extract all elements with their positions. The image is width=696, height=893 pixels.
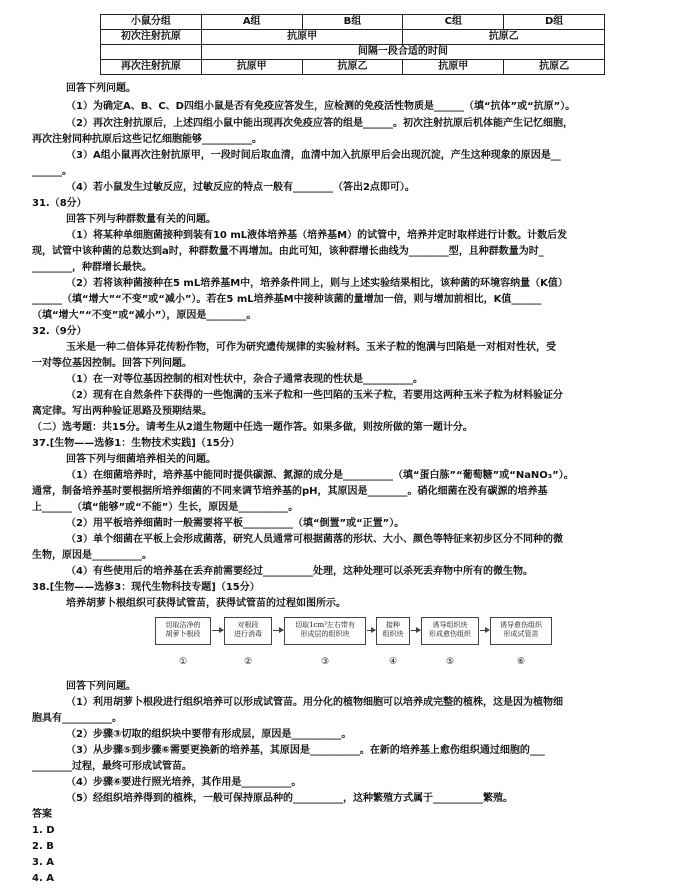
question-heading: 32.（9分） <box>32 326 87 337</box>
table-cell: B组 <box>302 15 403 30</box>
table-cell: 抗原乙 <box>403 30 605 45</box>
table-cell: 抗原乙 <box>504 60 605 75</box>
text-line: （2）步骤③切取的组织块中要带有形成层，原因是__________。 <box>66 729 352 740</box>
text-line: （3）单个细菌在平板上会形成菌落，研究人员通常可根据菌落的形状、大小、颜色等特征来初步区分不同种的微 <box>66 534 563 545</box>
arrow-icon <box>212 630 223 631</box>
text-line: 一对等位基因控制。回答下列问题。 <box>32 358 192 369</box>
table-cell: A组 <box>201 15 302 30</box>
text-line: ________，种群增长最快。 <box>32 262 152 273</box>
text-line: ______（填“增大”“不变”或“减小”）。若在5 mL培养基M中接种该菌的量增加一倍，则与增加前相比，K值______ <box>32 294 542 305</box>
table-row <box>101 30 605 45</box>
text-line: 回答下列问题。 <box>66 681 136 692</box>
answer-item: 4. A <box>32 873 54 884</box>
text-line: （5）经组织培养得到的植株，一般可保持原品种的__________，这种繁殖方式属于__________繁殖。 <box>66 793 513 804</box>
table-cell: 初次注射抗原 <box>101 30 202 45</box>
question-heading: 37.[生物——选修1：生物技术实践]（15分） <box>32 438 240 449</box>
text-line: 玉米是一种二倍体异花传粉作物，可作为研究遗传规律的实验材料。玉米子粒的饱满与凹陷是一对相对性状，受 <box>66 342 556 353</box>
table-cell <box>101 45 202 60</box>
flow-step-box: 切取1cm³左右带有 形成层的组织块 <box>284 617 366 645</box>
text-line: （2）用平板培养细菌时一般需要将平板__________（填“倒置”或“正置”）。 <box>66 518 405 529</box>
text-line: （1）为确定A、B、C、D四组小鼠是否有免疫应答发生，应检测的免疫活性物质是______（填“抗体”或“抗原”）。 <box>66 101 576 112</box>
step-number: ③ <box>321 657 330 667</box>
text-line: 回答下列与种群数量有关的问题。 <box>66 214 216 225</box>
question-heading: 38.[生物——选修3：现代生物科技专题]（15分） <box>32 582 260 593</box>
answers-heading: 答案 <box>32 809 52 820</box>
text-line: （2）再次注射抗原后，上述四组小鼠中能出现再次免疫应答的组是______。初次注射抗原后机体能产生记忆细胞， <box>66 118 573 129</box>
table-cell: 抗原甲 <box>201 30 403 45</box>
text-line: （2）现有在自然条件下获得的一些饱满的玉米子粒和一些凹陷的玉米子粒，若要用这两种玉米子粒为材料验证分 <box>66 390 563 401</box>
table-cell: 抗原乙 <box>302 60 403 75</box>
arrow-icon <box>273 630 283 631</box>
text-line: （1）利用胡萝卜根段进行组织培养可以形成试管苗。用分化的植物细胞可以培养成完整的植株，这是因为植物细 <box>66 697 563 708</box>
text-line: （4）步骤⑥要进行照光培养，其作用是__________。 <box>66 777 302 788</box>
flow-step-box: 诱导愈伤组织 形成试管苗 <box>490 617 552 645</box>
table-row <box>101 15 605 30</box>
text-line: 上______（填“能够”或“不能”）生长，原因是__________。 <box>32 502 299 513</box>
flow-step-box: 对根段 进行消毒 <box>224 617 272 645</box>
arrow-icon <box>367 630 375 631</box>
text-line: 回答下列问题。 <box>66 83 136 94</box>
answer-item: 3. A <box>32 857 54 868</box>
table-cell: 抗原甲 <box>201 60 302 75</box>
text-line: 离定律。写出两种验证思路及预期结果。 <box>32 406 212 417</box>
text-line: （4）若小鼠发生过敏反应，过敏反应的特点一般有________（答出2点即可）。 <box>66 182 415 193</box>
text-line: 胞具有__________。 <box>32 713 122 724</box>
answer-item: 2. B <box>32 841 54 852</box>
text-line: （2）若将该种菌接种在5 mL培养基M中，培养条件同上，则与上述实验结果相比，该种菌的环境容纳量（K值） <box>66 278 568 289</box>
text-line: 再次注射同种抗原后这些记忆细胞能够__________。 <box>32 134 262 145</box>
section-heading: （二）选考题：共15分。请考生从2道生物题中任选一题作答。如果多做，则按所做的第一题计分。 <box>32 422 473 433</box>
text-line: （1）将某种单细胞菌接种到装有10 mL液体培养基（培养基M）的试管中，培养并定时取样进行计数。计数后发 <box>66 230 568 241</box>
flow-step-box: 诱导组织块 形成愈伤组织 <box>421 617 479 645</box>
text-line: ______。 <box>32 166 72 177</box>
text-line: （4）有些使用后的培养基在丢弃前需要经过__________处理，这种处理可以杀死丢弃物中所有的微生物。 <box>66 566 533 577</box>
text-line: （填“增大”“不变”或“减小”），原因是________。 <box>32 310 257 321</box>
table-cell: 抗原甲 <box>403 60 504 75</box>
text-line: （1）在细菌培养时，培养基中能同时提供碳源、氮源的成分是__________（填“蛋白胨”“葡萄糖”或“NaNO₃”）。 <box>66 470 574 481</box>
text-line: ________过程，最终可形成试管苗。 <box>32 761 192 772</box>
step-number: ⑤ <box>446 657 455 667</box>
text-line: 培养胡萝卜根组织可获得试管苗，获得试管苗的过程如图所示。 <box>66 598 346 609</box>
text-line: 现，试管中该种菌的总数达到a时，种群数量不再增加。由此可知，该种群增长曲线为________型，且种群数量为时_ <box>32 246 544 257</box>
step-number: ① <box>179 657 188 667</box>
table-cell: 再次注射抗原 <box>101 60 202 75</box>
step-number: ④ <box>389 657 398 667</box>
text-line: （1）在一对等位基因控制的相对性状中，杂合子通常表现的性状是__________。 <box>66 374 423 385</box>
table-row <box>101 45 605 60</box>
experiment-table <box>100 14 605 75</box>
step-number: ⑥ <box>517 657 526 667</box>
table-cell: 小鼠分组 <box>101 15 202 30</box>
arrow-icon <box>411 630 420 631</box>
table-cell: 间隔一段合适的时间 <box>201 45 604 60</box>
text-line: 生物，原因是__________。 <box>32 550 152 561</box>
step-number: ② <box>244 657 253 667</box>
table-row <box>101 60 605 75</box>
flow-step-box: 切取洁净的 胡萝卜根段 <box>155 617 211 645</box>
arrow-icon <box>480 630 489 631</box>
text-line: 回答下列与细菌培养相关的问题。 <box>66 454 216 465</box>
flow-step-box: 接种 组织块 <box>376 617 410 645</box>
answer-item: 1. D <box>32 825 55 836</box>
table-cell: D组 <box>504 15 605 30</box>
text-line: （3）从步骤⑤到步骤⑥需要更换新的培养基，其原因是__________。在新的培养基上愈伤组织通过细胞的___ <box>66 745 545 756</box>
tissue-culture-flow-diagram <box>155 617 555 672</box>
question-heading: 31.（8分） <box>32 198 87 209</box>
text-line: （3）A组小鼠再次注射抗原甲，一段时间后取血清，血清中加入抗原甲后会出现沉淀，产生这种现象的原因是__ <box>66 150 561 161</box>
table-cell: C组 <box>403 15 504 30</box>
text-line: 通常，制备培养基时要根据所培养细菌的不同来调节培养基的pH，其原因是________。硝化细菌在没有碳源的培养基 <box>32 486 548 497</box>
